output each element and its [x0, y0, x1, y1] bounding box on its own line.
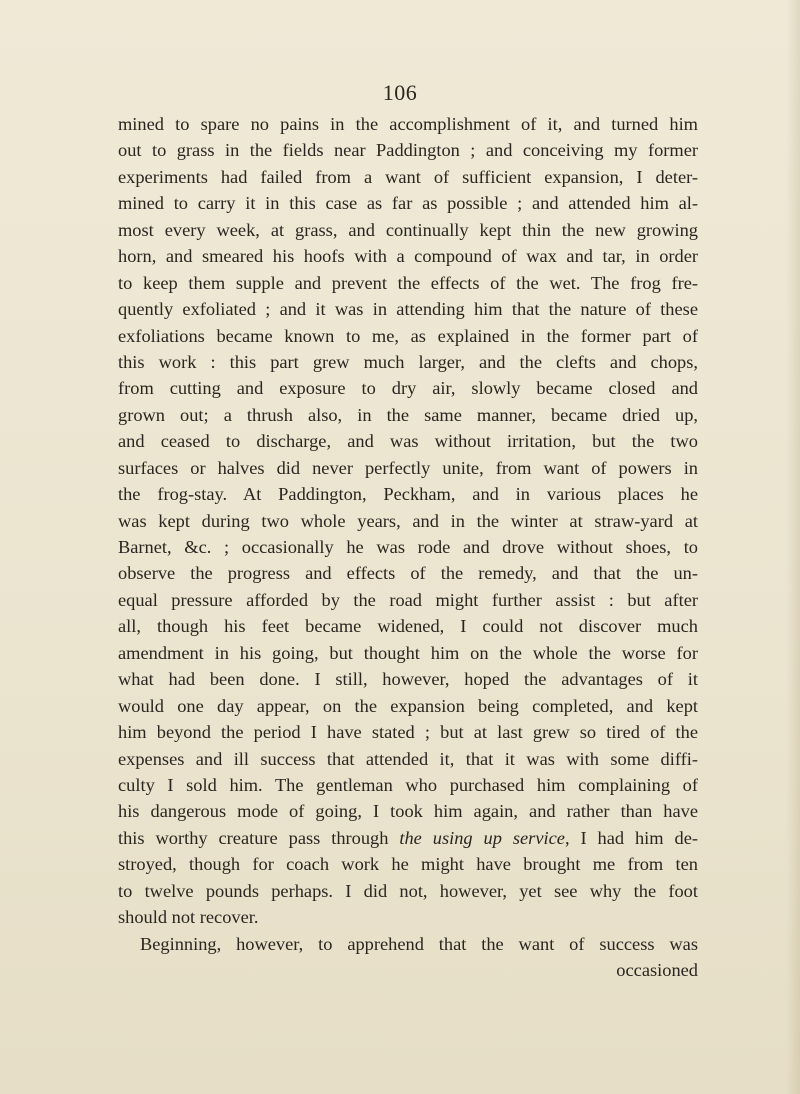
- text-line: should not recover.: [118, 907, 259, 928]
- text-line: Barnet, &c. ; occasionally he was rode and drove without shoes, to: [118, 537, 698, 557]
- text-line: to keep them supple and prevent the effects of the wet. The frog fre-: [118, 272, 698, 293]
- text-line: would one day appear, on the expansion being completed, and kept: [118, 695, 698, 716]
- body-text: [118, 111, 698, 983]
- text-line: exfoliations became known to me, as explained in the former part of: [118, 325, 698, 346]
- text-line: was kept during two whole years, and in the winter at straw-yard at: [118, 510, 698, 531]
- text-run: this worthy creature pass through: [118, 827, 400, 848]
- text-line: him beyond the period I have stated ; but at last grew so tired of the: [118, 722, 698, 743]
- text-line: from cutting and exposure to dry air, slowly became closed and: [118, 378, 698, 399]
- text-line: culty I sold him. The gentleman who purchased him complaining of: [118, 774, 698, 795]
- text-line: stroyed, though for coach work he might have brought me from ten: [118, 854, 698, 875]
- text-line: grown out; a thrush also, in the same manner, became dried up,: [118, 404, 698, 425]
- text-line: and ceased to discharge, and was without irritation, but the two: [118, 431, 698, 452]
- text-line: [118, 825, 698, 851]
- catchword: occasioned: [616, 960, 698, 980]
- text-line: observe the progress and effects of the remedy, and that the un-: [118, 563, 698, 584]
- text-line: the frog-stay. At Paddington, Peckham, and in various places he: [118, 484, 698, 505]
- text-line: equal pressure afforded by the road might further assist : but after: [118, 589, 698, 610]
- text-line: expenses and ill success that attended it, that it was with some diffi-: [118, 748, 698, 769]
- text-line: amendment in his going, but thought him on the whole the worse for: [118, 642, 698, 663]
- text-line: horn, and smeared his hoofs with a compound of wax and tar, in order: [118, 246, 698, 267]
- text-line: all, though his feet became widened, I could not discover much: [118, 616, 698, 637]
- text-line: to twelve pounds perhaps. I did not, however, yet see why the foot: [118, 880, 698, 901]
- italic-phrase: the using up service: [399, 827, 565, 848]
- page-number: 106: [382, 80, 418, 105]
- text-line: quently exfoliated ; and it was in attending him that the nature of these: [118, 299, 698, 320]
- text-line: mined to carry it in this case as far as possible ; and attended him al-: [118, 193, 698, 214]
- text-run: , I had him de-: [564, 827, 698, 848]
- page-edge-shadow: [786, 0, 800, 1094]
- text-line: what had been done. I still, however, hoped the advantages of it: [118, 669, 698, 690]
- text-line: out to grass in the fields near Paddington ; and conceiving my former: [118, 140, 698, 161]
- text-line: surfaces or halves did never perfectly unite, from want of powers in: [118, 457, 698, 478]
- text-line: Beginning, however, to apprehend that the want of success was: [140, 933, 698, 954]
- text-line: this work : this part grew much larger, and the clefts and chops,: [118, 351, 698, 372]
- text-line: mined to spare no pains in the accomplishment of it, and turned him: [118, 114, 698, 134]
- text-line: experiments had failed from a want of sufficient expansion, I deter-: [118, 166, 698, 187]
- text-line: most every week, at grass, and continually kept thin the new growing: [118, 219, 698, 240]
- text-line: his dangerous mode of going, I took him again, and rather than have: [118, 801, 698, 822]
